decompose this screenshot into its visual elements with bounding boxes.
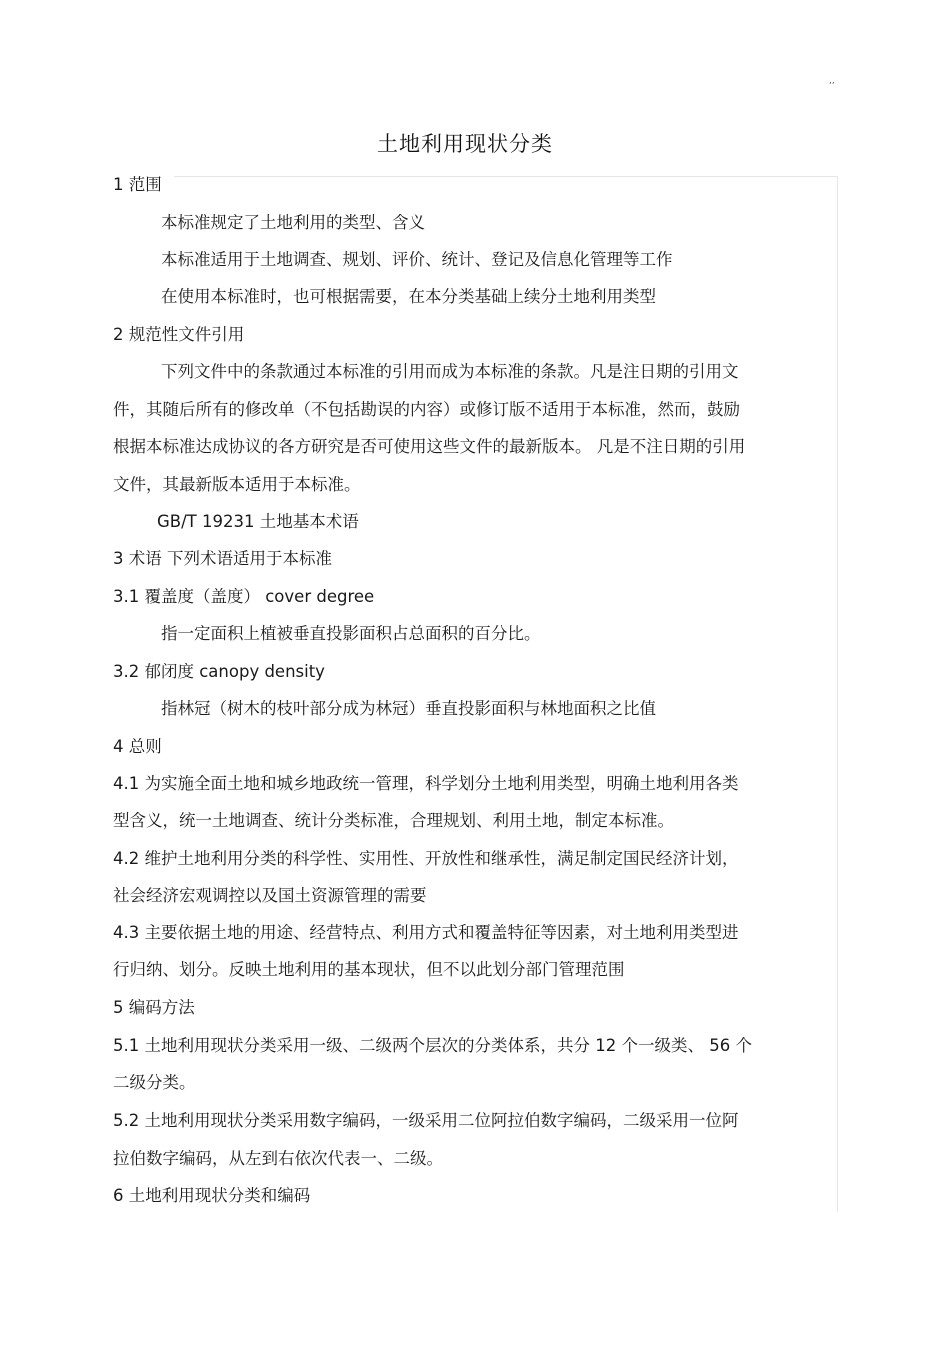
paragraph-line: 在使用本标准时，也可根据需要，在本分类基础上续分土地利用类型 (161, 287, 656, 306)
section-3-heading: 3 术语 下列术语适用于本标准 (113, 549, 332, 568)
section-1-heading: 1 范围 (113, 175, 162, 194)
term-3-1-heading: 3.1 覆盖度（盖度） cover degree (113, 587, 375, 606)
paragraph-line: 下列文件中的条款通过本标准的引用而成为本标准的条款。凡是注日期的引用文 (161, 362, 739, 381)
clause-4-1: 4.1 为实施全面土地和城乡地政统一管理，科学划分土地利用类型，明确土地利用各类 (113, 774, 739, 793)
section-5-heading: 5 编码方法 (113, 998, 195, 1017)
section-2-heading: 2 规范性文件引用 (113, 325, 245, 344)
clause-5-1: 5.1 土地利用现状分类采用一级、二级两个层次的分类体系，共分 12 个一级类、 56 个 (113, 1036, 752, 1055)
frame-top-line (174, 176, 838, 177)
section-6-heading: 6 土地利用现状分类和编码 (113, 1186, 311, 1205)
paragraph-line: 文件，其最新版本适用于本标准。 (113, 475, 361, 494)
paragraph-line: 本标准规定了土地利用的类型、含义 (161, 213, 425, 232)
paragraph-line: 指一定面积上植被垂直投影面积占总面积的百分比。 (161, 624, 541, 643)
paragraph-line: 拉伯数字编码，从左到右依次代表一、二级。 (113, 1149, 443, 1168)
paragraph-line: 指林冠（树木的枝叶部分成为林冠）垂直投影面积与林地面积之比值 (161, 699, 656, 718)
frame-right-line (837, 176, 838, 1212)
paragraph-line: 二级分类。 (113, 1073, 196, 1092)
clause-4-2: 4.2 维护土地利用分类的科学性、实用性、开放性和继承性，满足制定国民经济计划， (113, 849, 739, 868)
document-title: 土地利用现状分类 (377, 132, 553, 156)
paragraph-line: 件，其随后所有的修改单（不包括勘误的内容）或修订版不适用于本标准，然而，鼓励 (113, 400, 740, 419)
clause-5-2: 5.2 土地利用现状分类采用数字编码，一级采用二位阿拉伯数字编码，二级采用一位阿 (113, 1111, 739, 1130)
paragraph-line: 型含义，统一土地调查、统计分类标准，合理规划、利用土地，制定本标准。 (113, 811, 674, 830)
term-3-2-heading: 3.2 郁闭度 canopy density (113, 662, 325, 681)
page-corner-mark: ,, (829, 76, 835, 86)
paragraph-line: 社会经济宏观调控以及国土资源管理的需要 (113, 886, 427, 905)
paragraph-line: 行归纳、划分。反映土地利用的基本现状，但不以此划分部门管理范围 (113, 960, 625, 979)
paragraph-line: 本标准适用于土地调查、规划、评价、统计、登记及信息化管理等工作 (161, 250, 673, 269)
section-4-heading: 4 总则 (113, 737, 162, 756)
clause-4-3: 4.3 主要依据土地的用途、经营特点、利用方式和覆盖特征等因素，对土地利用类型进 (113, 923, 739, 942)
reference-line: GB/T 19231 土地基本术语 (157, 512, 359, 531)
paragraph-line: 根据本标准达成协议的各方研究是否可使用这些文件的最新版本。 凡是不注日期的引用 (113, 437, 746, 456)
